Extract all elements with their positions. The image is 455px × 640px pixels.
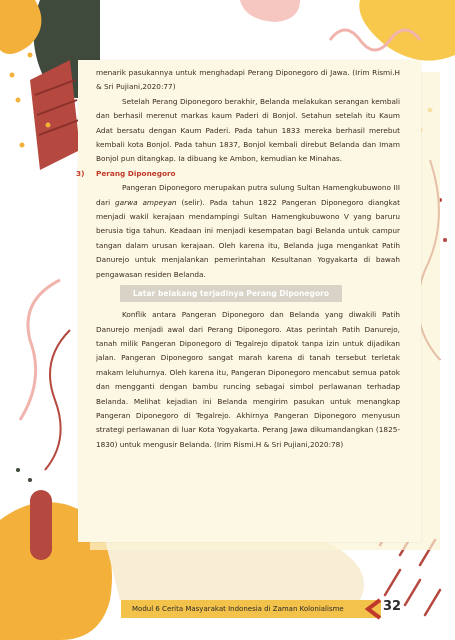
paragraph-1: menarik pasukannya untuk menghadapi Perang Diponegoro di Jawa. (Irim Rismi.H & Sri Pujiani,2020:77) (96, 68, 400, 92)
paragraph-4: Konflik antara Pangeran Diponegoro dan Belanda yang diwakili Patih Danurejo menjadi awal dari Perang Diponegoro. Atas perintah Patih Danurejo, tanah milik Pangeran Diponegoro di Tegalrejo dipatok tanpa izin untuk dijadikan jalan. Pangeran Diponegoro sangat marah karena di tanah tersebut terletak makam leluhurnya. Oleh karena itu, Pangeran Diponegoro mencabut semua patok dan mengganti dengan bambu runcing sebagai simbol perlawanan terhadap Belanda. Melihat kejadian ini Belanda mengirim pasukan untuk menangkap Pangeran Diponegoro di Tegalrejo. Akhirnya Pangeran Diponegoro menyusun strategi perlawanan di luar Kota Yogyakarta. Perang Jawa dikumandangkan (1825-1830) untuk mengusir Belanda. (Irim Rismi.H & Sri Pujiani,2020:78) (96, 310, 400, 449)
yellow-dot (20, 143, 25, 148)
footer-title: Modul 6 Cerita Masyarakat Indonesia di Zaman Kolonialisme (132, 605, 344, 613)
yellow-dot (10, 73, 15, 78)
section-banner: Latar belakang terjadinya Perang Diponegoro (120, 285, 342, 302)
banner-wrapper (96, 282, 400, 308)
arrow-icon (364, 598, 382, 620)
section-title: Perang Diponegoro (96, 168, 176, 178)
section-heading (76, 167, 400, 181)
yellow-dot (28, 53, 33, 58)
content-body (76, 66, 400, 452)
section-number: 3) (76, 168, 85, 178)
paragraph-3 (96, 181, 400, 282)
page-number: 32 (383, 599, 402, 614)
paragraph-3-part-b: (selir). Pada tahun 1822 Pangeran Diponegoro diangkat menjadi wakil kerajaan mendampingi Sultan Hamengkubuwono V yang baruru berusia tiga tahun. Keadaan ini menjadi kesempatan bagi Belanda untuk campur tangan dalam urusan kerajaan. Oleh karena itu, Belanda juga mengankat Patih Danurejo untuk menjalankan pemerintahan Kesultanan Yogyakarta di bawah pengawasan residen Belanda. (96, 197, 400, 279)
dark-dot (28, 478, 32, 482)
paragraph-2: Setelah Perang Diponegoro berakhir, Belanda melakukan serangan kembali dan berhasil merenut markas kaum Paderi di Bonjol. Setahun setelah itu Kaum Adat bersatu dengan Kaum Paderi. Pada tahun 1833 mereka berhasil merebut kembali kota Bonjol. Pada tahun 1837, Bonjol kembali direbut Belanda dan Imam Bonjol pun ditangkap. Ia dibuang ke Ambon, kemudian ke Minahas. (96, 96, 400, 164)
italic-term: garwa ampeyan (115, 197, 177, 207)
paragraph-3-part-a: Pangeran Diponegoro merupakan putra sulung Sultan Hamengkubuwono III dari (96, 183, 400, 207)
yellow-dot (16, 98, 21, 103)
pink-blob-top (240, 0, 300, 22)
red-pill (30, 490, 52, 560)
dark-dot (16, 468, 20, 472)
yellow-dot (17, 27, 23, 33)
red-line-art (45, 330, 70, 470)
yellow-dot (46, 123, 51, 128)
red-dot (443, 238, 447, 242)
